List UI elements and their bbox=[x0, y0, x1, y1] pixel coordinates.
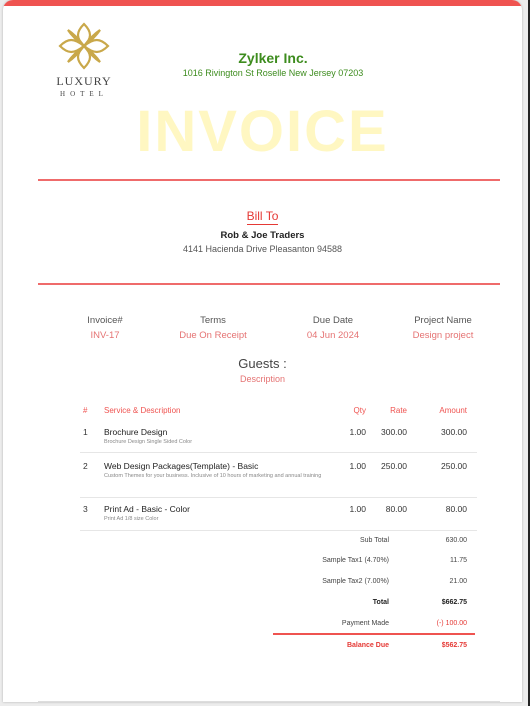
logo-text-luxury: LUXURY bbox=[56, 74, 112, 88]
tax2-value: 21.00 bbox=[449, 578, 467, 585]
col-header-num: # bbox=[83, 406, 88, 415]
bill-to-label: Bill To bbox=[246, 209, 279, 223]
item-number: 1 bbox=[83, 427, 88, 437]
invoice-page bbox=[3, 0, 522, 702]
item-number: 3 bbox=[83, 504, 88, 514]
divider-bottom bbox=[38, 701, 500, 702]
item-amount: 250.00 bbox=[441, 461, 467, 471]
payment-made-label: Payment Made bbox=[341, 620, 389, 627]
item-qty: 1.00 bbox=[349, 504, 366, 514]
balance-due-value: $562.75 bbox=[441, 642, 467, 649]
terms-value: Due On Receipt bbox=[179, 330, 247, 341]
tax1-value: 11.75 bbox=[450, 557, 467, 564]
invoice-number-value: INV-17 bbox=[90, 330, 120, 341]
balance-divider bbox=[273, 633, 475, 635]
col-header-service: Service & Description bbox=[104, 406, 181, 415]
invoice-number-label: Invoice# bbox=[87, 315, 123, 326]
flower-logo-icon bbox=[56, 20, 112, 72]
bill-to-section bbox=[3, 207, 522, 254]
item-description: Brochure Design Single Sided Color bbox=[104, 439, 193, 445]
divider-middle bbox=[38, 283, 500, 285]
project-name-label: Project Name bbox=[414, 315, 472, 326]
item-title: Print Ad - Basic - Color bbox=[104, 504, 190, 514]
subtotal-label: Sub Total bbox=[359, 537, 389, 544]
tax1-label: Sample Tax1 (4.70%) bbox=[322, 557, 389, 564]
item-rate: 250.00 bbox=[381, 461, 407, 471]
guests-section bbox=[3, 356, 522, 384]
table-row bbox=[80, 497, 477, 531]
col-header-qty: Qty bbox=[353, 406, 366, 415]
customer-name: Rob & Joe Traders bbox=[220, 230, 305, 241]
company-address: 1016 Rivington St Roselle New Jersey 07203 bbox=[182, 68, 364, 78]
item-description: Print Ad 1/8 size Color bbox=[104, 516, 159, 522]
guests-description: Description bbox=[239, 374, 286, 384]
col-header-rate: Rate bbox=[390, 406, 407, 415]
due-date-value: 04 Jun 2024 bbox=[306, 330, 360, 341]
project-name-value: Design project bbox=[412, 330, 474, 341]
subtotal-value: 630.00 bbox=[445, 537, 467, 544]
item-title: Web Design Packages(Template) - Basic bbox=[104, 461, 259, 471]
tax2-label: Sample Tax2 (7.00%) bbox=[322, 578, 389, 585]
item-service bbox=[104, 427, 334, 446]
item-number: 2 bbox=[83, 461, 88, 471]
item-service bbox=[104, 504, 334, 523]
terms-label: Terms bbox=[200, 315, 226, 326]
hotel-logo bbox=[51, 20, 117, 98]
company-name: Zylker Inc. bbox=[238, 50, 308, 66]
invoice-number-block bbox=[78, 315, 132, 341]
total-value: $662.75 bbox=[441, 599, 467, 606]
customer-address: 4141 Hacienda Drive Pleasanton 94588 bbox=[182, 244, 343, 254]
top-accent-bar bbox=[3, 0, 522, 6]
payment-made-value: (-) 100.00 bbox=[436, 620, 467, 627]
invoice-watermark-title: INVOICE bbox=[136, 99, 389, 164]
total-label: Total bbox=[372, 599, 389, 606]
company-header bbox=[153, 50, 393, 78]
table-row bbox=[80, 452, 477, 498]
table-row bbox=[80, 418, 477, 453]
item-qty: 1.00 bbox=[349, 461, 366, 471]
terms-block bbox=[163, 315, 263, 341]
item-rate: 300.00 bbox=[381, 427, 407, 437]
item-service bbox=[104, 461, 324, 480]
item-amount: 80.00 bbox=[445, 504, 467, 514]
project-name-block bbox=[403, 315, 483, 341]
item-description: Custom Themes for your business. Inclusive of 10 hours of marketing and annual training bbox=[104, 473, 322, 479]
item-title: Brochure Design bbox=[104, 427, 168, 437]
guests-title: Guests : bbox=[238, 356, 287, 371]
col-header-amount: Amount bbox=[439, 406, 467, 415]
logo-text-hotel: HOTEL bbox=[60, 90, 108, 98]
balance-due-label: Balance Due bbox=[346, 642, 389, 649]
due-date-label: Due Date bbox=[312, 315, 354, 326]
item-rate: 80.00 bbox=[385, 504, 407, 514]
item-amount: 300.00 bbox=[441, 427, 467, 437]
due-date-block bbox=[293, 315, 373, 341]
divider-top bbox=[38, 179, 500, 181]
item-qty: 1.00 bbox=[349, 427, 366, 437]
